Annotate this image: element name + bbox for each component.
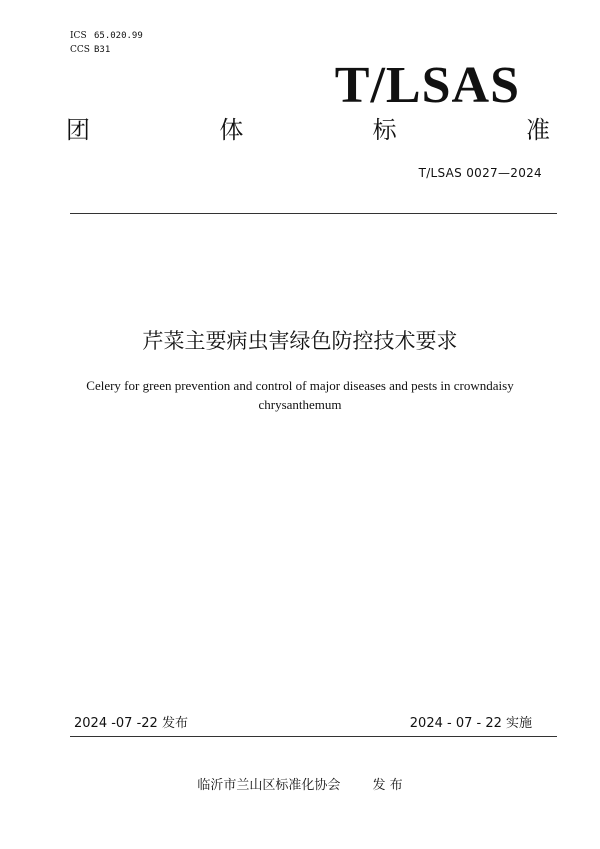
header-divider [70,213,557,214]
standard-logo: T/LSAS [334,57,520,114]
group-standard-char: 标 [372,116,397,144]
publish-date: 2024 -07 -22 发布 [74,716,188,731]
group-standard-char: 团 [66,116,90,144]
publisher-name: 临沂市兰山区标准化协会 [197,778,341,793]
implement-date: 2024 - 07 - 22 实施 [409,716,532,731]
document-title-chinese: 芹菜主要病虫害绿色防控技术要求 [142,329,458,353]
group-standard-char: 准 [525,116,550,144]
ccs-label: CCS [70,45,90,55]
document-title-english: Celery for green prevention and control of major diseases and pests in crowndaisy chrysanthemum [86,378,514,412]
standard-number: T/LSAS 0027—2024 [418,166,542,180]
publish-action: 发 布 [372,778,403,793]
group-standard-heading [66,112,550,148]
ics-code: 65.020.99 [94,31,143,41]
ics-label: ICS [70,31,87,41]
group-standard-char: 体 [219,116,244,144]
ccs-code: B31 [94,45,111,55]
footer-divider [70,736,557,737]
publisher-line [0,776,600,796]
